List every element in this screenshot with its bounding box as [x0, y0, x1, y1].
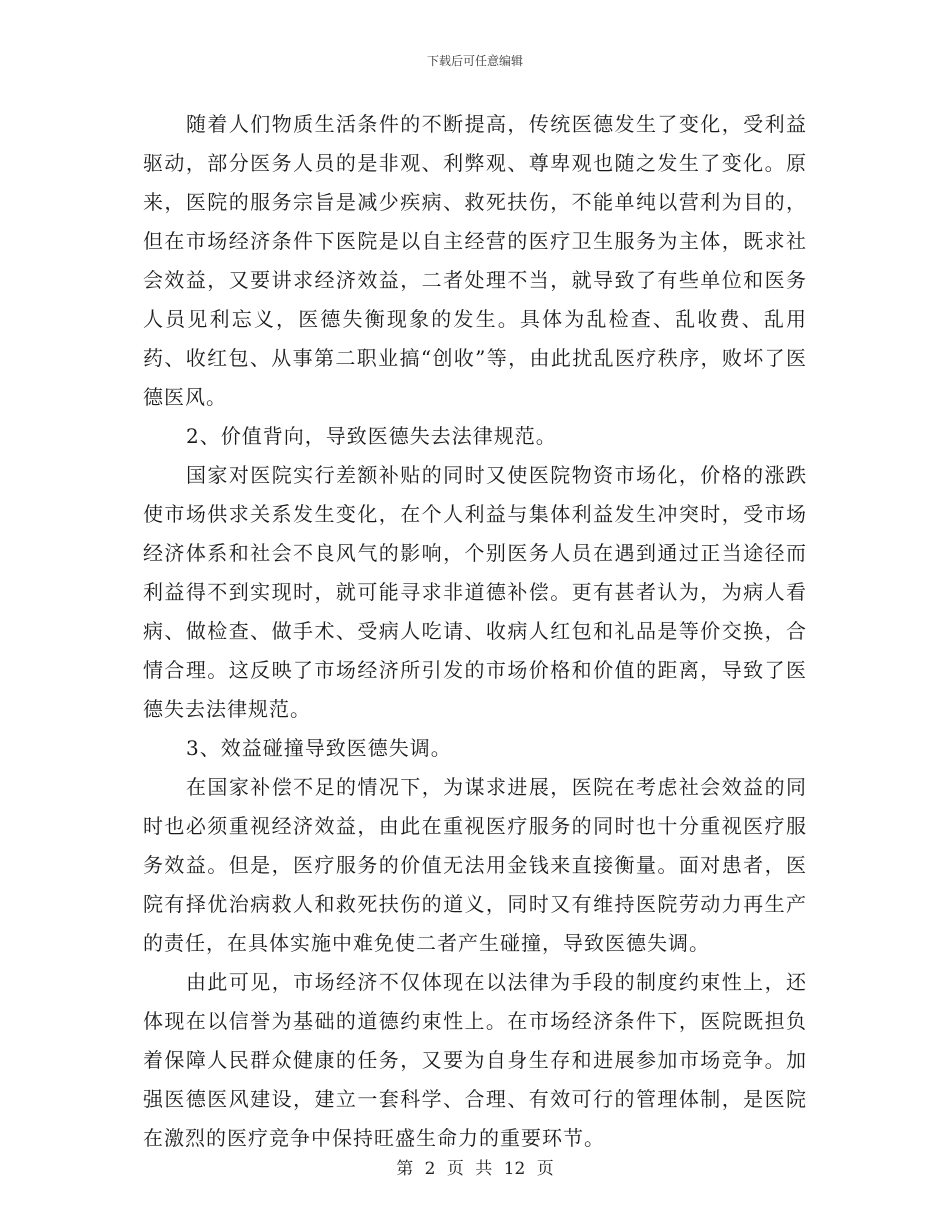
- paragraph-4: 由此可见，市场经济不仅体现在以法律为手段的制度约束性上，还体现在以信誉为基础的道德约束性上。在市场经济条件下，医院既担负着保障人民群众健康的任务，又要为自身生存和进展参加市场竞争。加强医德医风建设，建立一套科学、合理、有效可行的管理体制，是医院在激烈的医疗竞争中保持旺盛生命力的重要环节。: [143, 970, 807, 1150]
- page-header-note: 下载后可任意编辑: [426, 54, 523, 68]
- section-heading-3: 3、效益碰撞导致医德失调。: [186, 736, 452, 760]
- page-number: 第 2 页 共 12 页: [396, 1159, 554, 1179]
- paragraph-2: 国家对医院实行差额补贴的同时又使医院物资市场化，价格的涨跌使市场供求关系发生变化，在个人利益与集体利益发生冲突时，受市场经济体系和社会不良风气的影响，个别医务人员在遇到通过正当途径而利益得不到实现时，就可能寻求非道德补偿。更有甚者认为，为病人看病、做检查、做手术、受病人吃请、收病人红包和礼品是等价交换，合情合理。这反映了市场经济所引发的市场价格和价值的距离，导致了医德失去法律规范。: [143, 463, 807, 721]
- section-heading-2: 2、价值背向，导致医德失去法律规范。: [186, 424, 557, 448]
- paragraph-1: 随着人们物质生活条件的不断提高，传统医德发生了变化，受利益驱动，部分医务人员的是非观、利弊观、尊卑观也随之发生了变化。原来，医院的服务宗旨是减少疾病、救死扶伤，不能单纯以营利为目的，但在市场经济条件下医院是以自主经营的医疗卫生服务为主体，既求社会效益，又要讲求经济效益，二者处理不当，就导致了有些单位和医务人员见利忘义，医德失衡现象的发生。具体为乱检查、乱收费、乱用药、收红包、从事第二职业搞“创收”等，由此扰乱医疗秩序，败坏了医德医风。: [143, 112, 807, 409]
- document-body: [143, 105, 807, 1158]
- paragraph-3: 在国家补偿不足的情况下，为谋求进展，医院在考虑社会效益的同时也必须重视经济效益，由此在重视医疗服务的同时也十分重视医疗服务效益。但是，医疗服务的价值无法用金钱来直接衡量。面对患者，医院有择优治病救人和救死扶伤的道义，同时又有维持医院劳动力再生产的责任，在具体实施中难免使二者产生碰撞，导致医德失调。: [143, 775, 807, 955]
